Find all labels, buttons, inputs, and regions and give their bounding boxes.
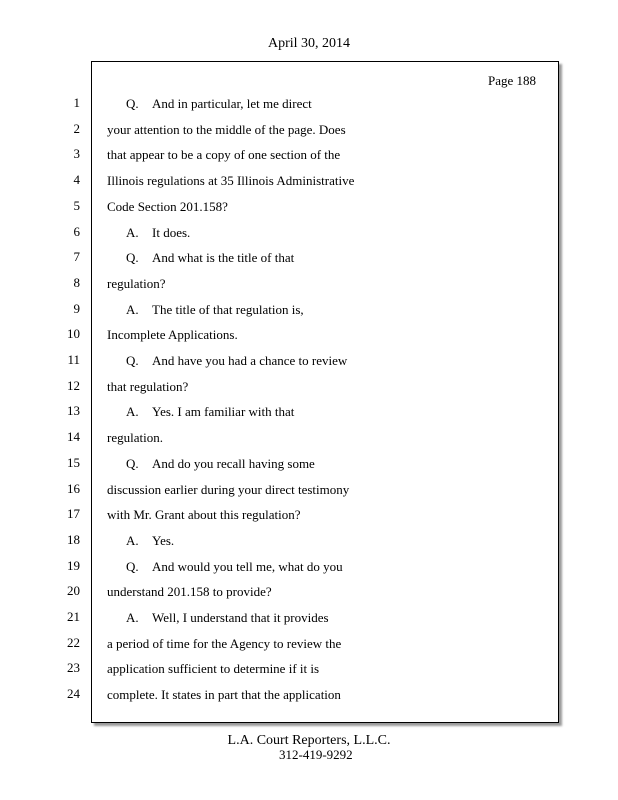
transcript-line-text: And would you tell me, what do you [152, 558, 343, 574]
speaker-tag: A. [126, 404, 139, 420]
line-number: 18 [67, 531, 80, 547]
transcript-line [126, 249, 294, 267]
line-number-column [0, 0, 91, 800]
speaker-tag: A. [126, 532, 139, 548]
transcript-line [107, 429, 163, 447]
line-number: 15 [67, 454, 80, 470]
transcript-line [126, 301, 304, 319]
speaker-tag: Q. [126, 250, 139, 266]
line-number: 8 [73, 274, 80, 290]
transcript-line-text: that regulation? [107, 378, 189, 394]
transcript-line-text: that appear to be a copy of one section of the [107, 147, 341, 163]
line-number: 12 [67, 377, 80, 393]
transcript-line [107, 198, 228, 216]
court-reporter-name: L.A. Court Reporters, L.L.C. [227, 733, 391, 748]
transcript-line [107, 481, 349, 499]
transcript-line [126, 609, 329, 627]
transcript-line-text: discussion earlier during your direct testimony [107, 481, 350, 497]
line-number: 14 [67, 429, 80, 445]
speaker-tag: A. [126, 224, 139, 240]
transcript-line-text: Well, I understand that it provides [152, 610, 329, 625]
transcript-line-text: And do you recall having some [152, 455, 315, 471]
court-reporter-phone: 312-419-9292 [279, 747, 353, 762]
line-number: 2 [73, 120, 80, 136]
transcript-line [107, 146, 340, 164]
transcript-line-text: And in particular, let me direct [152, 96, 312, 111]
line-number: 17 [67, 506, 80, 522]
transcript-line [126, 403, 294, 421]
transcript-line-text: Yes. [152, 532, 175, 548]
speaker-tag: A. [126, 610, 139, 625]
transcript-line [126, 455, 315, 473]
transcript-line-text: application sufficient to determine if it is [107, 661, 320, 677]
transcript-line [107, 378, 188, 396]
line-number: 4 [73, 172, 80, 188]
line-number: 21 [67, 609, 80, 624]
line-number: 16 [67, 480, 80, 496]
transcript-line [126, 558, 343, 576]
transcript-line [107, 660, 319, 678]
line-number: 1 [73, 95, 80, 110]
transcript-line [107, 172, 354, 190]
transcript-line-text: your attention to the middle of the page. Does [107, 121, 346, 137]
speaker-tag: Q. [126, 96, 139, 111]
line-number: 7 [73, 249, 80, 265]
transcript-line-text: regulation. [107, 430, 163, 446]
line-number: 19 [67, 557, 80, 573]
speaker-tag: Q. [126, 353, 139, 368]
line-number: 13 [67, 403, 80, 419]
line-number: 20 [67, 583, 80, 599]
transcript-line-text: complete. It states in part that the application [107, 687, 341, 703]
transcript-line [126, 95, 312, 113]
transcript-line-text: a period of time for the Agency to review the [107, 635, 342, 651]
transcript-line [107, 121, 346, 139]
line-number: 11 [67, 352, 80, 367]
transcript-line-text: The title of that regulation is, [152, 301, 304, 317]
transcript-line [107, 326, 238, 344]
speaker-tag: Q. [126, 455, 139, 471]
line-number: 24 [67, 686, 80, 702]
transcript-line [107, 635, 341, 653]
speaker-tag: A. [126, 301, 139, 317]
transcript-lines [92, 62, 558, 722]
line-number: 10 [67, 326, 80, 342]
transcript-line [126, 532, 174, 550]
transcript-line-text: regulation? [107, 275, 166, 291]
speaker-tag: Q. [126, 558, 139, 574]
transcript-line [126, 352, 347, 370]
transcript-line-text: It does. [152, 224, 191, 240]
line-number: 5 [73, 197, 80, 213]
line-number: 9 [73, 300, 80, 316]
transcript-date: April 30, 2014 [267, 36, 351, 51]
transcript-line-text: Illinois regulations at 35 Illinois Administrative [107, 173, 355, 189]
transcript-line [107, 506, 301, 524]
transcript-line-text: Yes. I am familiar with that [152, 404, 295, 420]
transcript-line [126, 224, 190, 242]
transcript-line [107, 275, 165, 293]
transcript-line-text: with Mr. Grant about this regulation? [107, 507, 301, 523]
transcript-line-text: Code Section 201.158? [107, 198, 228, 214]
transcript-line-text: And have you had a chance to review [152, 353, 348, 368]
line-number: 3 [73, 146, 80, 162]
transcript-line [107, 583, 272, 601]
transcript-line-text: Incomplete Applications. [107, 327, 238, 343]
line-number: 23 [67, 660, 80, 676]
line-number: 6 [73, 223, 80, 239]
transcript-line [107, 686, 341, 704]
transcript-line-text: understand 201.158 to provide? [107, 584, 272, 600]
transcript-page-frame [91, 61, 559, 723]
line-number: 22 [67, 634, 80, 650]
page-number: Page 188 [487, 73, 536, 88]
transcript-line-text: And what is the title of that [152, 250, 295, 266]
